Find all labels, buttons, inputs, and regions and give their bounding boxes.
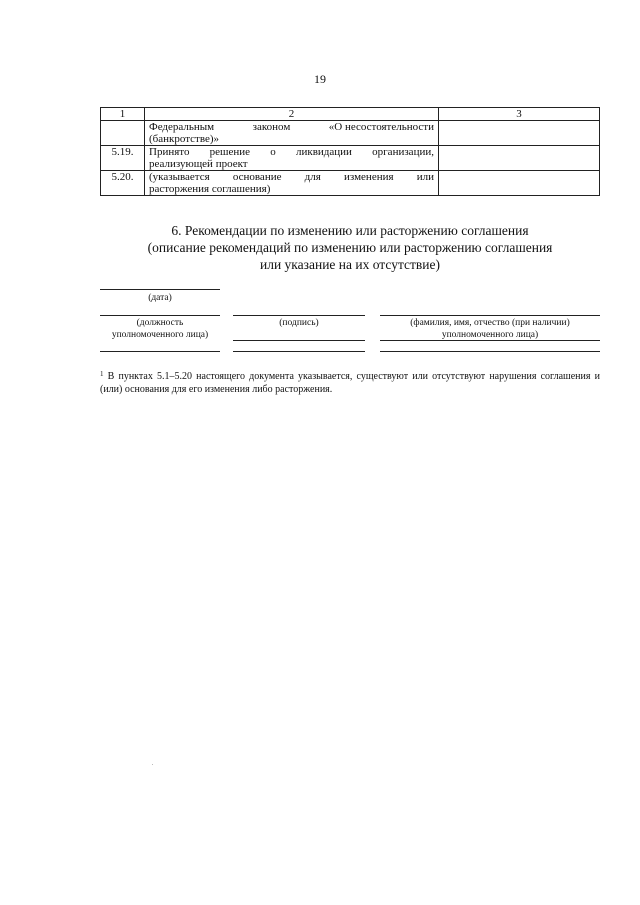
criteria-table bbox=[100, 107, 600, 196]
position-fill-line bbox=[100, 351, 220, 352]
full-name-underline bbox=[380, 340, 600, 341]
row-description bbox=[145, 121, 439, 146]
row-word: о bbox=[270, 146, 276, 158]
row-word: «О несостоятельности bbox=[328, 121, 434, 133]
row-value bbox=[439, 146, 600, 171]
row-description bbox=[145, 171, 439, 196]
table-header-row bbox=[101, 108, 600, 121]
row-description-line2: (банкротстве)» bbox=[149, 133, 220, 145]
table-row bbox=[101, 171, 600, 196]
footnote bbox=[100, 370, 600, 396]
date-label: (дата) bbox=[148, 293, 172, 303]
row-word: изменения bbox=[344, 171, 394, 183]
row-word: (указывается bbox=[149, 171, 210, 183]
row-description-line2: реализующей проект bbox=[149, 158, 248, 170]
row-number bbox=[101, 121, 145, 146]
row-word: для bbox=[304, 171, 321, 183]
row-word: законом bbox=[252, 121, 291, 133]
footnote-text: В пунктах 5.1–5.20 настоящего документа указывается, существуют или отсутствуют нарушения соглашения и (или) основания для его изменения либо расторжения. bbox=[100, 371, 600, 395]
position-label-line2: уполномоченного лица) bbox=[111, 330, 209, 340]
full-name-label-line1: (фамилия, имя, отчество (при наличии) bbox=[410, 318, 570, 328]
row-word: Принято bbox=[149, 146, 190, 158]
section-title: 6. Рекомендации по изменению или расторжению соглашения bbox=[171, 223, 529, 238]
column-header-1: 1 bbox=[101, 108, 145, 121]
row-word: или bbox=[416, 171, 434, 183]
footnote-mark: 1 bbox=[100, 370, 104, 378]
row-word: основание bbox=[232, 171, 282, 183]
row-word: ликвидации bbox=[296, 146, 352, 158]
position-line bbox=[100, 315, 220, 316]
column-header-3: 3 bbox=[439, 108, 600, 121]
row-word: организации, bbox=[372, 146, 434, 158]
position-label-line1: (должность bbox=[136, 318, 184, 328]
section-subtitle-line2: или указание на их отсутствие) bbox=[260, 257, 440, 272]
row-word: решение bbox=[209, 146, 251, 158]
signature-line bbox=[233, 315, 365, 316]
position-label bbox=[100, 317, 220, 341]
scan-speck bbox=[152, 764, 153, 765]
row-value bbox=[439, 171, 600, 196]
full-name-label bbox=[380, 317, 600, 341]
row-description-line2: расторжения соглашения) bbox=[149, 183, 271, 195]
full-name-fill-line bbox=[380, 351, 600, 352]
row-number: 5.20. bbox=[101, 171, 145, 196]
table-row bbox=[101, 146, 600, 171]
page-number: 19 bbox=[314, 72, 326, 86]
signature-fill-line bbox=[233, 351, 365, 352]
signature-underline bbox=[233, 340, 365, 341]
table-row bbox=[101, 121, 600, 146]
full-name-label-line2: уполномоченного лица) bbox=[441, 330, 539, 340]
section-subtitle-line1: (описание рекомендаций по изменению или расторжению соглашения bbox=[147, 240, 553, 255]
row-value bbox=[439, 121, 600, 146]
row-number: 5.19. bbox=[101, 146, 145, 171]
signature-label: (подпись) bbox=[279, 318, 319, 328]
date-line bbox=[100, 289, 220, 290]
full-name-line bbox=[380, 315, 600, 316]
row-description bbox=[145, 146, 439, 171]
row-word: Федеральным bbox=[149, 121, 215, 133]
column-header-2: 2 bbox=[145, 108, 439, 121]
section-heading bbox=[100, 222, 600, 273]
